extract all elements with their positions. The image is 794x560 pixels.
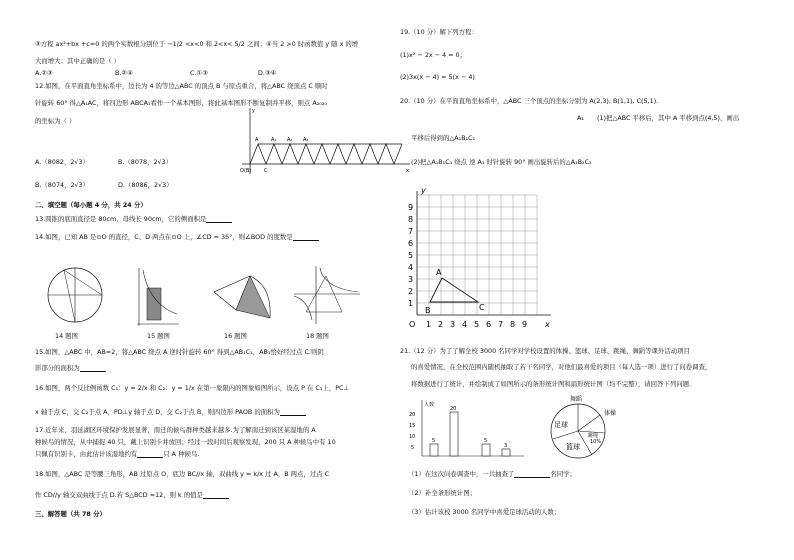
graph-label-x: x	[406, 168, 409, 174]
q11-option-a: A.②③	[35, 69, 53, 77]
q15-answer-blank	[80, 365, 106, 372]
bar-1	[430, 444, 438, 456]
q11-line1: ③方程 ax²+bx +c=0 的两个实数根分别位于 −1/2 <x<0 和 2<x< 5/2 之间；④当 2 >0 时函数值 y 随 x 的增	[35, 40, 359, 48]
pie-label-percent: 10%	[590, 439, 602, 445]
q21-line3: 将数据进行了统计，并绘制成了如图所示的条形统计图和扇形统计图（均不完整），请回答下列问题.	[411, 380, 692, 388]
bar-5	[502, 449, 510, 456]
grid-x-tick: 1	[426, 320, 432, 329]
q12-line3: 的坐标为（ ）	[35, 117, 76, 125]
q19-part1: (1)x² − 2x − 4 = 0；	[400, 51, 467, 59]
grid-y-tick: 9	[408, 203, 414, 212]
q13-answer-blank	[206, 216, 232, 223]
grid-x-tick: 4	[462, 320, 468, 329]
grid-y-tick: 3	[408, 275, 414, 284]
grid-y-tick: 6	[408, 239, 414, 248]
q12-line2: 针旋转 60° 得△A₁AC，将四边形 ABCA₁看作一个基本图形，将此基本图形不断复制并平移，则点 A₂₀₂₀	[35, 99, 327, 107]
q12-option-a: A.（8082，2√3）	[35, 158, 89, 166]
pie-label-gym: 体操	[604, 410, 617, 417]
bar-value-1: 5	[432, 438, 436, 444]
q21-answer-blank	[514, 471, 550, 478]
point-c-label: C	[479, 303, 485, 312]
q20-a1-label: A₁	[577, 114, 584, 122]
fig18-hyperbola	[292, 264, 362, 326]
bar-ylabel: 人数	[424, 402, 435, 408]
q14-text: 14.如图，已知 AB 是⊙O 的直径，C、D 两点在⊙O 上，∠CD = 35°，则∠BOD 的度数是	[35, 233, 319, 241]
bar-tick-20: 20	[409, 412, 416, 418]
graph-label-a1: A₁	[271, 137, 277, 143]
point-b-label: B	[425, 306, 431, 315]
bar-value-4: 5	[484, 438, 488, 444]
section3-heading: 三、解答题（共 78 分）	[35, 510, 106, 518]
grid-y-label: y	[421, 186, 426, 195]
q20-title: 20.（10 分）在平面直角坐标系中，△ABC 三个顶点的坐标分别为 A(2,3), B(1,1), C(5,1).	[400, 97, 659, 105]
q17-line3: 只佩有识别卡，由此估计该湿地约有 只 A 种候鸟.	[35, 450, 200, 458]
grid-x-tick: 3	[450, 320, 456, 329]
q15-line1: 15.如图，△ABC 中，AB=2，将△ABC 绕点 A 逆时针旋转 60° 得到△AB₁C₁，AB₁恰好经过点 C.则阴	[35, 348, 324, 356]
q20-part1-cont: 平移后得到的△A₁B₁C₁	[411, 134, 476, 142]
grid-x-tick: 6	[486, 320, 492, 329]
q21-part2: （2）补全条形统计图；	[408, 489, 476, 497]
fig16-caption: 16 题图	[224, 332, 247, 340]
q20-grid	[405, 185, 555, 331]
q14-answer-blank	[293, 234, 319, 241]
grid-y-tick: 2	[408, 287, 414, 296]
q12-option-b: B.（8078，2√3）	[118, 158, 173, 166]
q21-bar-chart	[408, 398, 526, 464]
bar-2	[450, 412, 458, 456]
q18-answer-blank	[203, 492, 229, 499]
pie-label-dance: 舞蹈	[570, 396, 583, 403]
q19-part2: (2)3x(x − 4) = 5(x − 4)	[400, 73, 475, 81]
graph-label-a3: A₃	[303, 137, 309, 143]
pie-label-jumprope: 跳绳	[588, 433, 599, 439]
grid-origin: O	[409, 320, 416, 329]
q21-pie-chart	[540, 393, 622, 465]
fig15-caption: 15 题图	[147, 332, 170, 340]
grid-x-tick: 2	[438, 320, 444, 329]
grid-y-tick: 7	[408, 227, 414, 236]
point-a-label: A	[436, 268, 442, 277]
q18-line1: 18.如图，△ABC 是等腰三角形，AB 过原点 O，底边 BC//x 轴，双曲线 y = k/x 过 A，B 两点，过点 C	[35, 470, 330, 478]
q11-option-b: B.②④	[115, 69, 133, 77]
q16-answer-blank	[280, 409, 306, 416]
q11-option-d: D.③④	[258, 69, 277, 77]
q12-option-d: D.（8086，2√3）	[118, 181, 173, 189]
grid-y-tick: 4	[408, 263, 414, 272]
grid-x-tick: 9	[522, 320, 528, 329]
grid-x-tick: 7	[498, 320, 504, 329]
q21-line1: 21.（12 分）为了了解全校 3000 名同学对学校设置的体操、篮球、足球、跳绳、舞蹈等课外活动项目	[400, 347, 690, 355]
graph-label-a: A	[255, 137, 259, 143]
graph-label-a2: A₂	[287, 137, 293, 143]
pie-label-basketball: 篮球	[566, 443, 580, 451]
fig14-circle	[42, 262, 108, 328]
fig15-rotation	[133, 264, 181, 328]
q19-title: 19.（10 分）解下列方程：	[400, 28, 478, 36]
section2-heading: 二、填空题（每小题 4 分，共 24 分）	[35, 201, 147, 209]
fig16-sector	[210, 266, 278, 326]
q12-graph	[238, 104, 413, 176]
grid-x-tick: 5	[474, 320, 480, 329]
bar-tick-10: 10	[409, 434, 416, 440]
grid-y-tick: 8	[408, 215, 414, 224]
q21-part3: （3）估计该校 3000 名同学中喜爱足球活动的人数；	[408, 508, 561, 516]
q16-line1: 16.如图，两个反比例函数 C₁：y = 2/x 和 C₂：y = 1/x 在第一象限内的图象如图所示，设点 P 在 C₁上，PC⊥	[35, 384, 350, 392]
graph-label-y: y	[252, 108, 255, 114]
grid-y-tick: 1	[408, 299, 414, 308]
q15-line2: 影部分的面积为	[35, 364, 106, 372]
q17-answer-blank	[137, 451, 163, 458]
q20-part2: (2)把△A₁B₁C₁ 绕点 逆 A₁ 时针旋转 90° 画出旋转后的△A₁B₂C₂	[411, 158, 592, 166]
q12-option-c: B.（8074，2√3）	[35, 181, 90, 189]
bar-4	[482, 444, 490, 456]
graph-label-origin: O(B)	[240, 168, 252, 174]
q13-text: 13.圆锥的底面直径是 80cm，母线长 90cm，它的侧面积是	[35, 215, 232, 223]
fig14-caption: 14 题图	[55, 332, 78, 340]
grid-y-tick: 5	[408, 251, 414, 260]
q17-line1: 17.近年来，羽延湖区环境保护发展显著，南迁的候鸟群种类越来越多.为了解南迁到该区某湿地的 A	[35, 426, 316, 434]
q12-line1: 12.如图，在平面直角坐标系中，边长为 4 的等边△ABC 的顶点 B 与原点重合，将△ABC 绕顶点 C 顺时	[35, 82, 328, 90]
grid-x-tick: 8	[510, 320, 516, 329]
fig18-caption: 18 题图	[306, 332, 329, 340]
bar-tick-5: 5	[411, 445, 415, 451]
q17-line2: 种候鸟的情况，从中捕捉 40 只，戴上识别卡并放回；经过一段时间后观察发现，200 只 A 种候鸟中有 10	[35, 438, 336, 446]
bar-value-2: 20	[450, 406, 457, 412]
q21-line2: 的喜爱情况，在全校范围内随机抽取了若干名同学，对他们最喜爱的项目（每人选一项）进行了问卷调查，	[411, 363, 712, 371]
q20-part1: (1)把△ABC 平移后，其中 A 平移到点(4,5)，画出	[597, 114, 740, 122]
graph-label-c: C	[264, 168, 268, 174]
q16-line2: x 轴于点 C，交 C₂于点 A，PD⊥y 轴于点 D，交 C₂于点 B，则四边形 PAOB 的面积为	[35, 408, 306, 416]
grid-x-label: x	[545, 320, 550, 329]
q11-option-c: C.①③	[190, 69, 208, 77]
pie-label-football: 足球	[554, 421, 568, 429]
q18-line2: 作 CD//y 轴交双曲线于点 D.若 S△BCD =12，则 k 的值是	[35, 491, 229, 499]
bar-tick-15: 15	[409, 423, 416, 429]
q11-line2: 大而增大；其中正确的是（ ）	[35, 57, 121, 65]
bar-value-5: 3	[504, 443, 508, 449]
q21-part1: （1）在这次问卷调查中，一共抽查了 名同学；	[408, 470, 576, 478]
